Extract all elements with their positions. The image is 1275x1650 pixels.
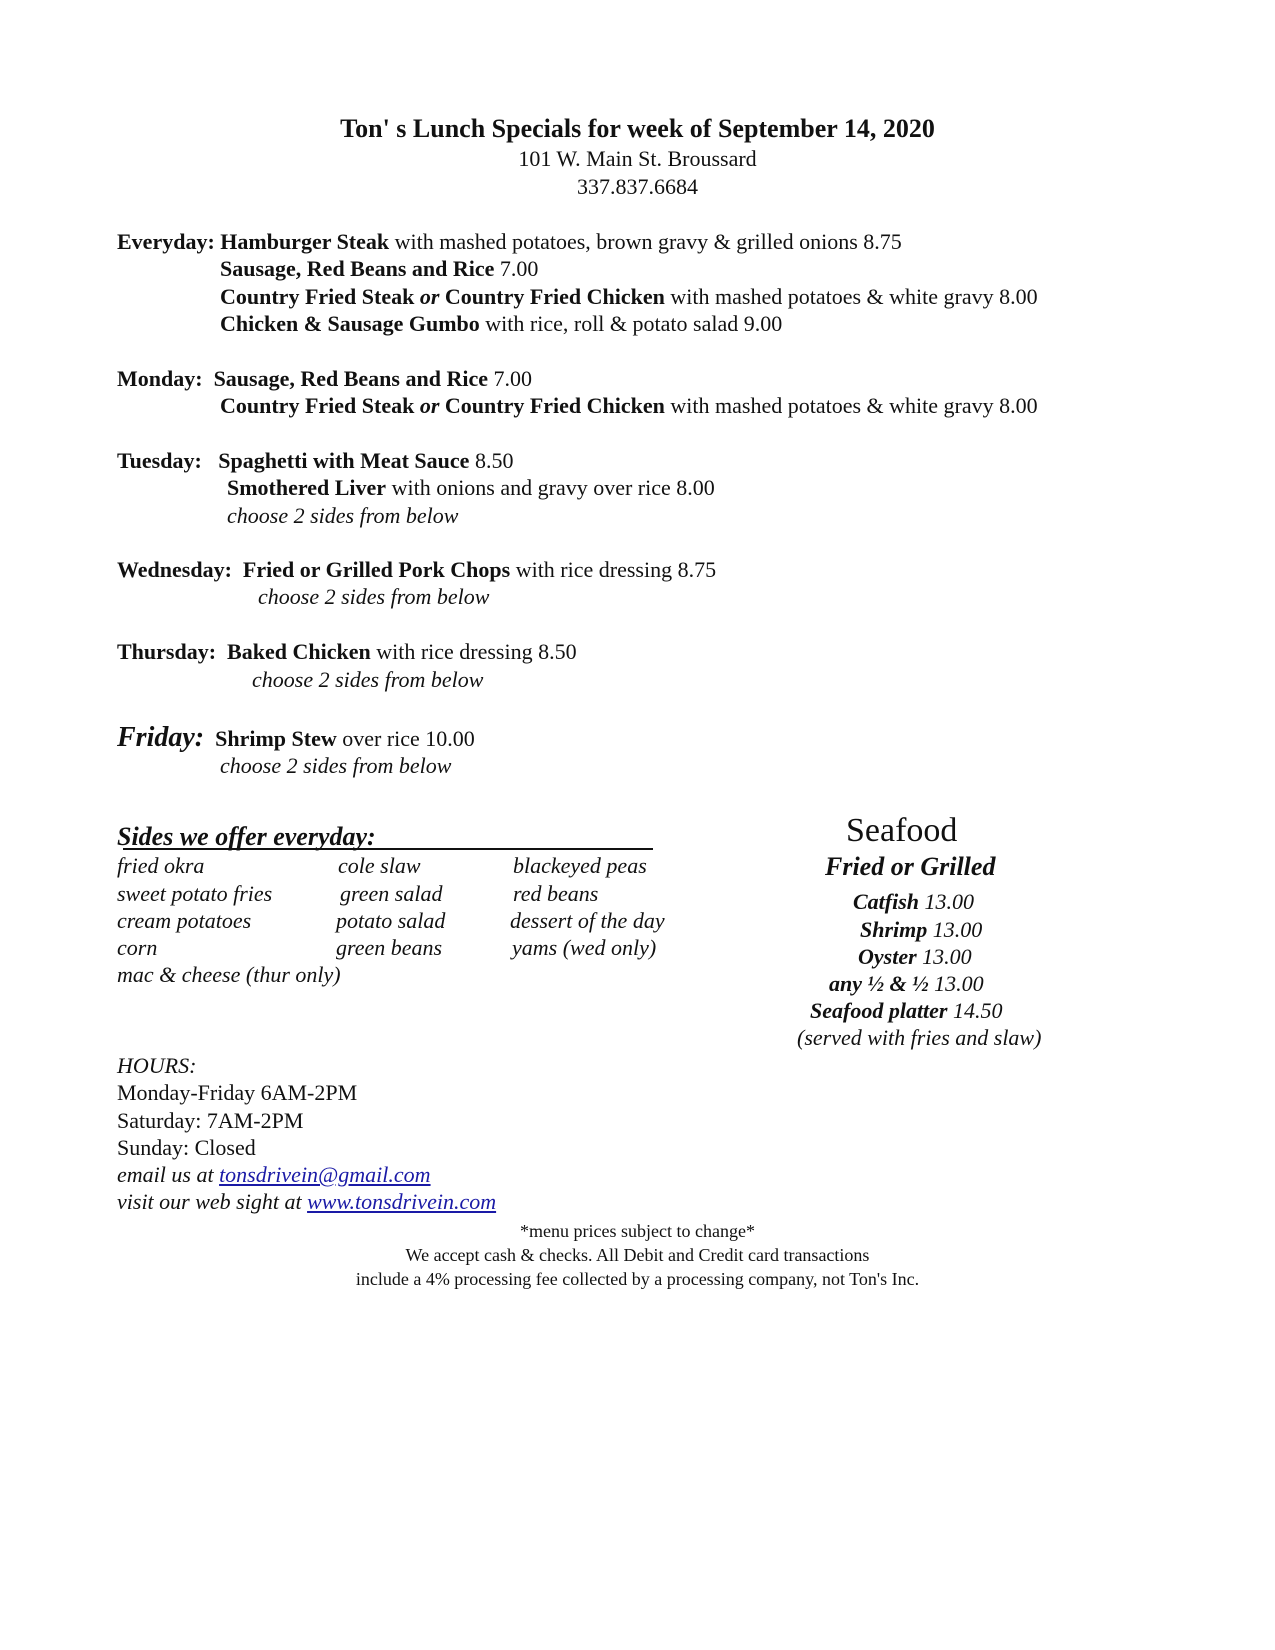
footer-line-1: *menu prices subject to change* xyxy=(520,1221,755,1241)
side-item: mac & cheese (thur only) xyxy=(117,962,341,987)
dish-desc: with rice dressing 8.50 xyxy=(370,639,577,664)
email-link[interactable]: tonsdrivein@gmail.com xyxy=(219,1162,431,1187)
seafood-note: (served with fries and slaw) xyxy=(797,1025,1042,1050)
dish-desc: with mashed potatoes, brown gravy & grilled onions 8.75 xyxy=(389,229,902,254)
everyday-label: Everyday: xyxy=(117,229,215,254)
seafood-item xyxy=(853,889,974,915)
or-word: or xyxy=(414,284,445,309)
dish-name: Baked Chicken xyxy=(227,639,371,664)
seafood-item xyxy=(829,971,984,997)
address: 101 W. Main St. Broussard xyxy=(518,146,757,171)
everyday-item-3 xyxy=(220,284,1038,310)
dish-desc: 7.00 xyxy=(494,256,539,281)
seafood-price: 13.00 xyxy=(928,971,984,996)
everyday-item-2 xyxy=(220,256,538,282)
hours-line: Saturday: 7AM-2PM xyxy=(117,1108,304,1133)
friday-label: Friday: xyxy=(117,722,205,753)
dish-desc: with mashed potatoes & white gravy 8.00 xyxy=(664,393,1038,418)
side-item: potato salad xyxy=(336,908,446,933)
website-line xyxy=(117,1189,496,1215)
seafood-price: 14.50 xyxy=(947,998,1003,1023)
or-word: or xyxy=(414,393,445,418)
dish-desc: over rice 10.00 xyxy=(336,726,475,751)
wednesday-note: choose 2 sides from below xyxy=(258,584,490,609)
friday-note: choose 2 sides from below xyxy=(220,753,452,778)
footer-line-2: We accept cash & checks. All Debit and Credit card transactions xyxy=(405,1245,870,1265)
footer-line-3: include a 4% processing fee collected by a processing company, not Ton's Inc. xyxy=(355,1269,920,1289)
dish-desc: 8.50 xyxy=(469,448,514,473)
email-prefix: email us at xyxy=(117,1162,220,1187)
everyday-item-4 xyxy=(220,311,782,337)
sides-heading: Sides we offer everyday: xyxy=(117,822,376,851)
side-item: cole slaw xyxy=(338,853,421,878)
website-prefix: visit our web sight at xyxy=(117,1189,308,1214)
dish-name: Country Fried Steak xyxy=(220,284,415,309)
dish-name: Sausage, Red Beans and Rice xyxy=(220,256,495,281)
side-item: blackeyed peas xyxy=(513,853,647,878)
dish-name: Smothered Liver xyxy=(227,475,387,500)
tuesday-item-1 xyxy=(117,448,513,474)
wednesday-label: Wednesday: xyxy=(117,557,232,582)
side-item: dessert of the day xyxy=(510,908,665,933)
side-item: green beans xyxy=(336,935,443,960)
dish-name: Spaghetti with Meat Sauce xyxy=(218,448,470,473)
dish-desc: with rice dressing 8.75 xyxy=(510,557,717,582)
tuesday-item-2 xyxy=(227,475,715,501)
dish-name: Sausage, Red Beans and Rice xyxy=(213,366,488,391)
dish-desc: with rice, roll & potato salad 9.00 xyxy=(479,311,783,336)
seafood-item xyxy=(858,944,972,970)
tuesday-note: choose 2 sides from below xyxy=(227,503,459,528)
monday-item-1 xyxy=(117,366,532,392)
page-title: Ton' s Lunch Specials for week of September 14, 2020 xyxy=(340,114,935,143)
website-link[interactable]: www.tonsdrivein.com xyxy=(307,1189,497,1214)
thursday-note: choose 2 sides from below xyxy=(252,667,484,692)
phone-number: 337.837.6684 xyxy=(577,174,698,199)
monday-item-2 xyxy=(220,393,1038,419)
seafood-subheading: Fried or Grilled xyxy=(825,852,996,881)
side-item: fried okra xyxy=(117,853,205,878)
seafood-price: 13.00 xyxy=(916,944,972,969)
seafood-name: Seafood platter xyxy=(810,998,948,1023)
seafood-name: any ½ & ½ xyxy=(829,971,929,996)
thursday-label: Thursday: xyxy=(117,639,217,664)
dish-name: Fried or Grilled Pork Chops xyxy=(242,557,511,582)
side-item: cream potatoes xyxy=(117,908,252,933)
side-item: green salad xyxy=(340,881,443,906)
dish-name: Country Fried Chicken xyxy=(444,393,665,418)
thursday-item-1 xyxy=(117,639,577,665)
hours-line: Monday-Friday 6AM-2PM xyxy=(117,1080,358,1105)
dish-name: Country Fried Steak xyxy=(220,393,415,418)
tuesday-label: Tuesday: xyxy=(117,448,202,473)
side-item: corn xyxy=(117,935,158,960)
hours-line: Sunday: Closed xyxy=(117,1135,256,1160)
dish-name: Hamburger Steak xyxy=(220,229,390,254)
email-line xyxy=(117,1162,431,1188)
everyday-item-1 xyxy=(117,229,902,255)
seafood-name: Oyster xyxy=(858,944,917,969)
dish-name: Country Fried Chicken xyxy=(444,284,665,309)
dish-name: Chicken & Sausage Gumbo xyxy=(220,311,480,336)
seafood-name: Catfish xyxy=(853,889,920,914)
side-item: red beans xyxy=(513,881,599,906)
seafood-item xyxy=(860,917,982,943)
wednesday-item-1 xyxy=(117,557,716,583)
dish-desc: with mashed potatoes & white gravy 8.00 xyxy=(664,284,1038,309)
dish-desc: with onions and gravy over rice 8.00 xyxy=(386,475,715,500)
seafood-price: 13.00 xyxy=(919,889,975,914)
side-item: yams (wed only) xyxy=(512,935,657,960)
seafood-heading: Seafood xyxy=(846,812,958,849)
monday-label: Monday: xyxy=(117,366,203,391)
side-item: sweet potato fries xyxy=(117,881,273,906)
hours-heading: HOURS: xyxy=(117,1053,197,1078)
dish-desc: 7.00 xyxy=(487,366,532,391)
seafood-name: Shrimp xyxy=(860,917,928,942)
dish-name: Shrimp Stew xyxy=(215,726,337,751)
seafood-item xyxy=(810,998,1003,1024)
seafood-price: 13.00 xyxy=(927,917,983,942)
friday-item-1 xyxy=(117,722,475,754)
